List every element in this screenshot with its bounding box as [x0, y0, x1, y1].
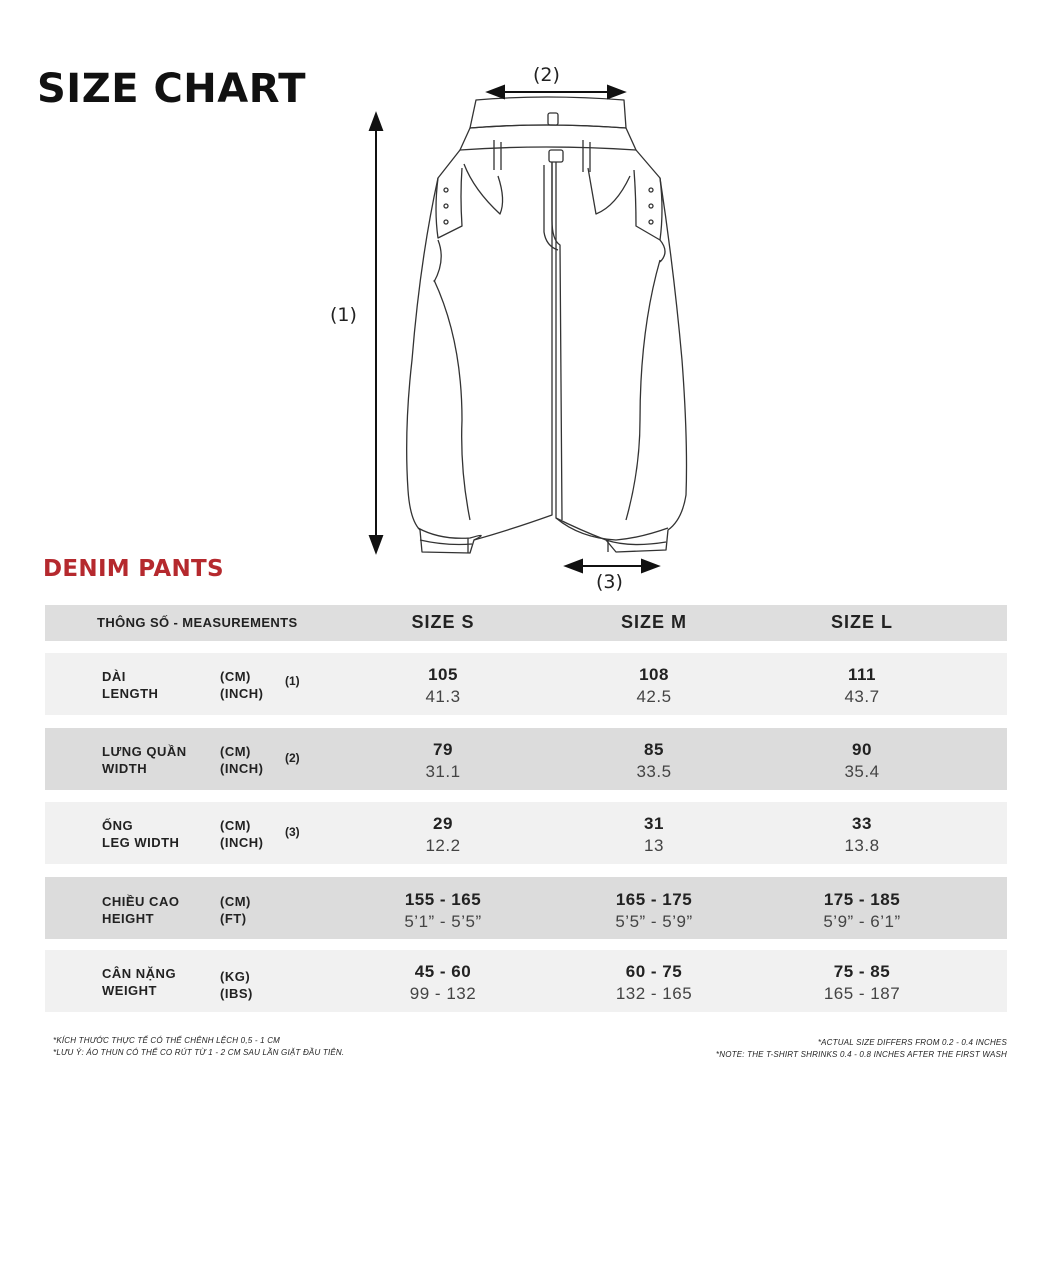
size-s-value: 155 - 165 5’1” - 5’5”: [404, 890, 482, 931]
dimension-label-1: (1): [330, 304, 357, 326]
table-row: [45, 877, 1007, 939]
note-left-1: *KÍCH THƯỚC THỰC TẾ CÓ THỂ CHÊNH LỆCH 0,5 - 1 CM: [53, 1036, 281, 1045]
note-right-2: *NOTE: THE T-SHIRT SHRINKS 0.4 - 0.8 INCHES AFTER THE FIRST WASH: [715, 1050, 1007, 1059]
row-label: CHIỀU CAO HEIGHT: [102, 894, 180, 926]
size-s-header: SIZE S: [411, 612, 475, 632]
note-right-1: *ACTUAL SIZE DIFFERS FROM 0.2 - 0.4 INCHES: [817, 1038, 1007, 1047]
size-l-value: 111 43.7: [844, 665, 880, 706]
row-index: (2): [285, 751, 300, 765]
notes-english: [716, 1037, 1007, 1061]
size-s-value: 29 12.2: [425, 814, 461, 855]
row-label: DÀI LENGTH: [102, 669, 159, 701]
row-units: (CM) (FT): [220, 894, 251, 926]
row-index: (1): [285, 674, 300, 688]
row-units: (KG) (IBS): [220, 969, 253, 1001]
page-title: SIZE CHART: [37, 66, 307, 112]
notes-vietnamese: [53, 1035, 344, 1059]
row-label: CÂN NẶNG WEIGHT: [102, 966, 177, 998]
size-m-value: 108 42.5: [636, 665, 672, 706]
note-left-2: *LƯU Ý: ÁO THUN CÓ THỂ CO RÚT TỪ 1 - 2 CM SAU LẦN GIẶT ĐẦU TIÊN.: [53, 1048, 345, 1057]
row-label: LƯNG QUẦN WIDTH: [102, 744, 187, 776]
size-l-value: 75 - 85 165 - 187: [823, 962, 901, 1003]
table-row: [45, 802, 1007, 864]
size-s-value: 79 31.1: [425, 740, 461, 781]
size-s-value: 45 - 60 99 - 132: [409, 962, 477, 1003]
row-units: (CM) (INCH): [220, 744, 264, 776]
size-m-value: 60 - 75 132 - 165: [615, 962, 693, 1003]
size-l-header: SIZE L: [830, 612, 893, 632]
size-m-value: 31 13: [644, 814, 664, 855]
measurements-header: THÔNG SỐ - MEASUREMENTS: [97, 615, 298, 630]
size-s-value: 105 41.3: [425, 665, 461, 706]
dimension-label-3: (3): [596, 571, 623, 593]
pants-diagram: [0, 0, 1054, 600]
size-l-value: 175 - 185 5’9” - 6’1”: [823, 890, 901, 931]
table-row: [45, 653, 1007, 715]
row-index: (3): [285, 825, 300, 839]
size-l-value: 90 35.4: [844, 740, 880, 781]
size-m-header: SIZE M: [620, 612, 687, 632]
row-label: ỐNG LEG WIDTH: [102, 818, 180, 850]
row-units: (CM) (INCH): [220, 669, 264, 701]
size-m-value: 85 33.5: [636, 740, 672, 781]
size-m-value: 165 - 175 5’5” - 5’9”: [615, 890, 693, 931]
row-units: (CM) (INCH): [220, 818, 264, 850]
table-row: [45, 728, 1007, 790]
table-header: [45, 605, 1007, 641]
table-row: [45, 950, 1007, 1012]
size-l-value: 33 13.8: [844, 814, 880, 855]
product-name: DENIM PANTS: [43, 556, 224, 582]
dimension-label-2: (2): [533, 64, 560, 86]
